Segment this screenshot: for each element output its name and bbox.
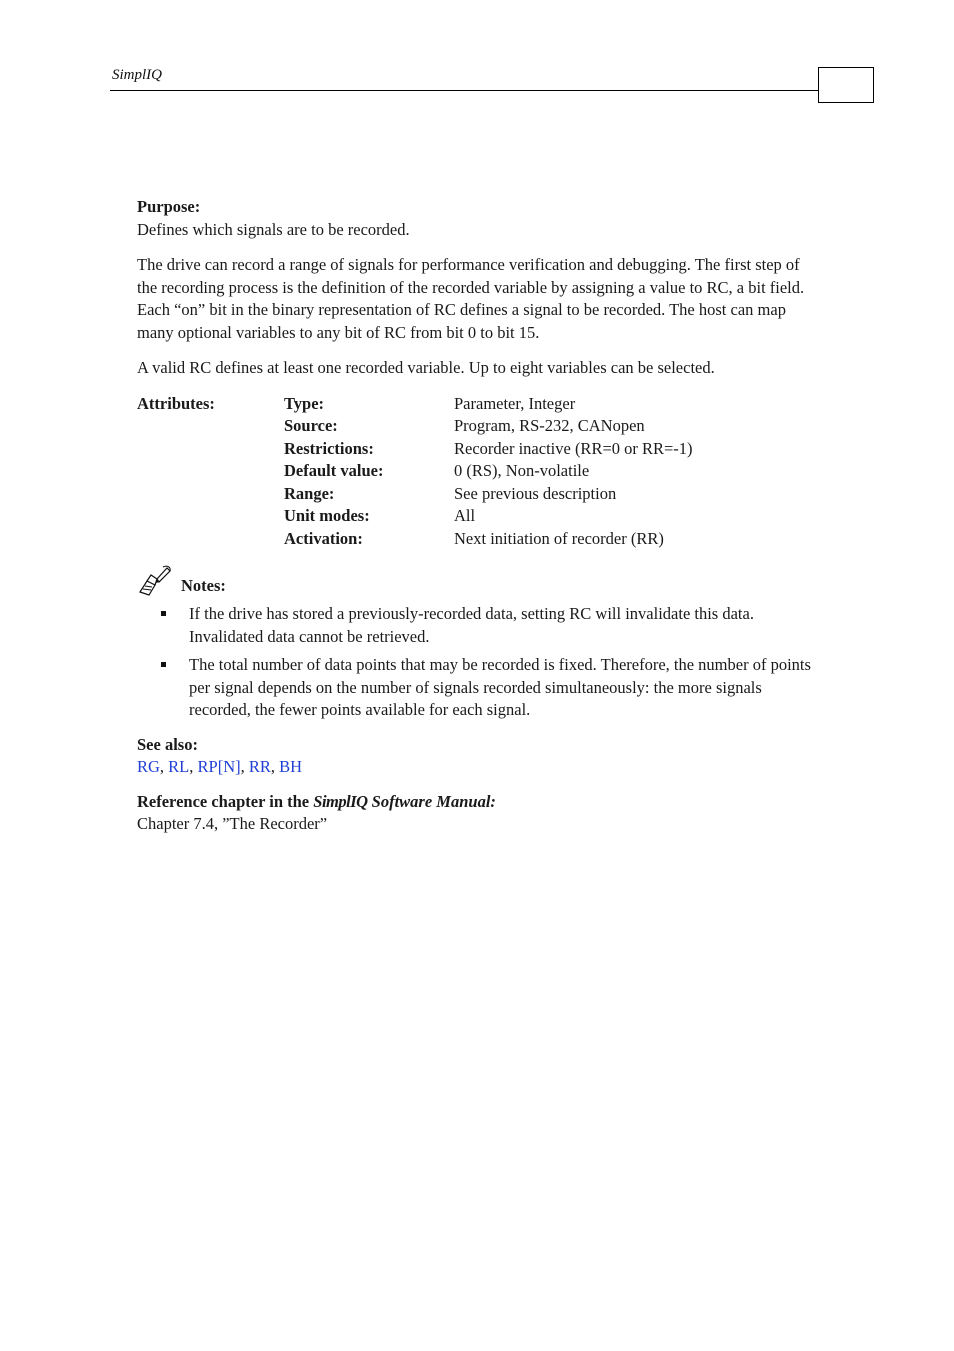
link-separator: , bbox=[159, 757, 169, 776]
attr-key-default: Default value: bbox=[284, 461, 384, 480]
reference-prefix: Reference chapter in the bbox=[137, 791, 314, 811]
attr-value-restrictions: Recorder inactive (RR=0 or RR=-1) bbox=[454, 438, 693, 458]
attr-value-range: See previous description bbox=[454, 483, 617, 503]
description-paragraph: The drive can record a range of signals for performance verification and debugging. The first step of the recording process is the definition of the recorded variable by assigning a value to RC, a bit field. Each “on” bit in the binary representation of RC defines a signal to be recorded. The host can map many optional variables to any bit of RC from bit 0 to bit 15. bbox=[137, 255, 805, 342]
reference-brand: SimplIQ bbox=[313, 791, 368, 811]
attributes-label: Attributes: bbox=[137, 393, 215, 413]
attr-key-type: Type: bbox=[284, 393, 325, 413]
note-item bbox=[137, 603, 817, 648]
attributes-table bbox=[137, 393, 817, 551]
attr-value-source: Program, RS-232, CANopen bbox=[454, 416, 645, 435]
attr-key-range: Range: bbox=[284, 483, 335, 503]
page-number-box bbox=[818, 67, 874, 103]
attr-value-unit-modes: All bbox=[454, 506, 476, 525]
validity-paragraph: A valid RC defines at least one recorded variable. Up to eight variables can be selected. bbox=[137, 358, 715, 377]
note-text: The total number of data points that may be recorded is fixed. Therefore, the number of points per signal depends on the number of signals recorded simultaneously: the more signals recorded, the fewer points available for each signal. bbox=[189, 655, 811, 719]
notes-list bbox=[137, 603, 817, 722]
attr-value-activation: Next initiation of recorder (RR) bbox=[454, 528, 664, 548]
link-rp-n[interactable]: RP[N] bbox=[197, 757, 241, 776]
link-rl[interactable]: RL bbox=[168, 757, 190, 776]
attr-key-restrictions: Restrictions: bbox=[284, 438, 374, 458]
link-separator: , bbox=[270, 757, 280, 776]
header-rule bbox=[110, 90, 818, 91]
notes-header bbox=[137, 565, 817, 597]
header-title: SimplIQ bbox=[112, 67, 162, 83]
attr-key-activation: Activation: bbox=[284, 528, 363, 548]
link-separator: , bbox=[240, 757, 249, 776]
reference-chapter: Chapter 7.4, ”The Recorder” bbox=[137, 814, 328, 833]
bullet-icon bbox=[161, 662, 166, 667]
document-body bbox=[137, 196, 817, 836]
reference-suffix: Software Manual: bbox=[367, 791, 496, 811]
note-text: If the drive has stored a previously-recorded data, setting RC will invalidate this data. Invalidated data cannot be retrieved. bbox=[189, 604, 754, 646]
purpose-heading: Purpose: bbox=[137, 197, 201, 216]
attr-value-default: 0 (RS), Non-volatile bbox=[454, 461, 590, 480]
purpose-text: Defines which signals are to be recorded. bbox=[137, 219, 410, 239]
attr-value-type: Parameter, Integer bbox=[454, 393, 576, 413]
note-item bbox=[137, 654, 817, 722]
reference-heading bbox=[137, 791, 817, 814]
notes-heading: Notes: bbox=[181, 575, 226, 595]
link-separator: , bbox=[189, 757, 198, 776]
attr-key-unit-modes: Unit modes: bbox=[284, 506, 370, 525]
see-also-heading: See also: bbox=[137, 734, 198, 754]
attr-key-source: Source: bbox=[284, 416, 338, 435]
link-rr[interactable]: RR bbox=[248, 757, 271, 776]
see-also-links bbox=[137, 756, 817, 779]
bullet-icon bbox=[161, 611, 166, 616]
pen-on-paper-icon bbox=[137, 565, 173, 597]
link-rg[interactable]: RG bbox=[137, 757, 160, 776]
link-bh[interactable]: BH bbox=[279, 757, 303, 776]
